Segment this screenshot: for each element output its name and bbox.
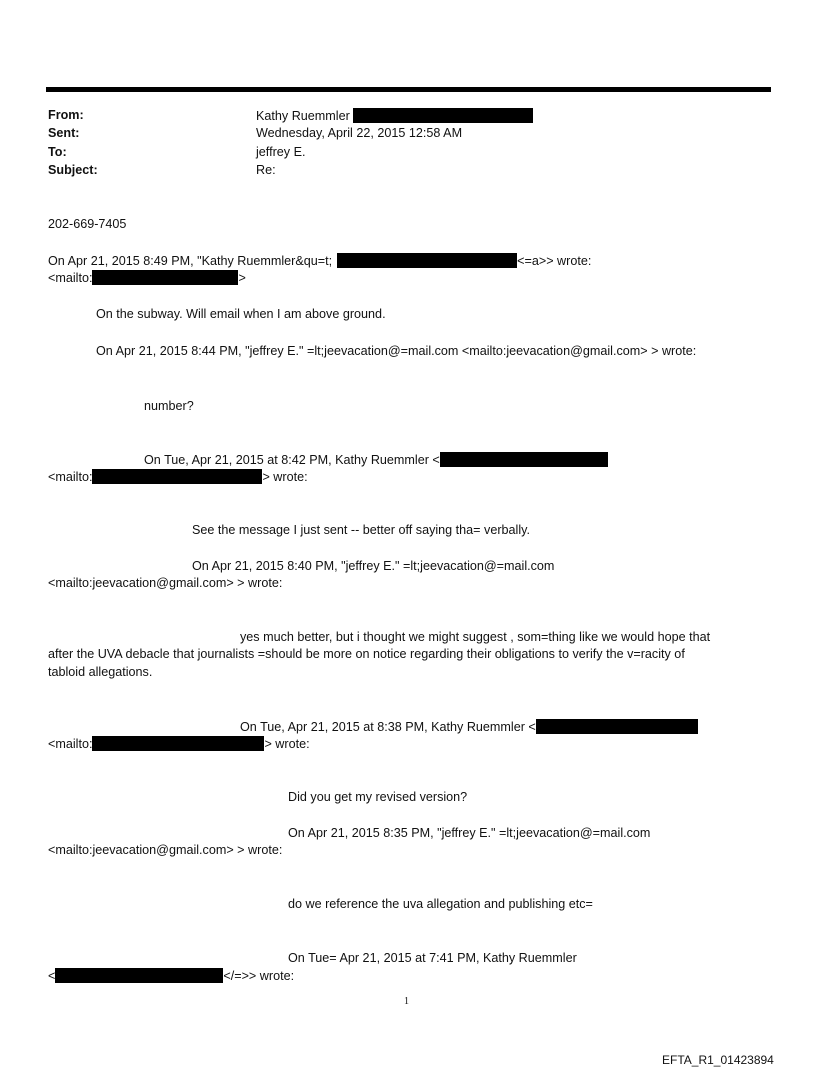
message-uva-reference: do we reference the uva allegation and publishing etc= [288, 897, 593, 911]
message-number: number? [144, 399, 194, 413]
quote-line-5-text: On Tue, Apr 21, 2015 at 8:42 PM, Kathy Ruemmler < [144, 453, 440, 467]
message-suggestion-3: tabloid allegations. [48, 665, 153, 679]
mailto-suffix: > [238, 271, 246, 285]
quote-line-5 [144, 452, 608, 468]
subject-label: Subject: [48, 163, 98, 177]
from-label: From: [48, 108, 84, 122]
redaction-block [92, 270, 238, 285]
quote-line-1-text: On Apr 21, 2015 8:49 PM, "Kathy Ruemmler&qu=t; [48, 254, 333, 268]
address-suffix: </=>> wrote: [223, 969, 295, 983]
redaction-block [55, 968, 223, 983]
message-suggestion-2: after the UVA debacle that journalists =should be more on notice regarding their obligations to verify the v=racity of [48, 647, 685, 661]
to-value: jeffrey E. [256, 145, 306, 159]
quote-line-11: On Apr 21, 2015 8:35 PM, "jeffrey E." =lt;jeevacation@=mail.com [288, 826, 651, 840]
page-number: 1 [404, 996, 409, 1007]
reply-subway: On the subway. Will email when I am above ground. [96, 307, 386, 321]
quote-line-13: On Tue= Apr 21, 2015 at 7:41 PM, Kathy Ruemmler [288, 951, 577, 965]
quote-line-1-mailto [48, 270, 246, 286]
message-suggestion-1: yes much better, but i thought we might suggest , som=thing like we would hope that [240, 630, 711, 644]
redaction-block [92, 469, 262, 484]
quote-line-9-mailto [48, 736, 310, 752]
redaction-block [337, 253, 517, 268]
quote-line-7-mailto: <mailto:jeevacation@gmail.com> > wrote: [48, 576, 283, 590]
mailto-suffix: > wrote: [262, 470, 308, 484]
quote-line-7: On Apr 21, 2015 8:40 PM, "jeffrey E." =lt;jeevacation@=mail.com [192, 559, 555, 573]
message-revised-version: Did you get my revised version? [288, 790, 468, 804]
quote-line-1-tail: <=a>> wrote: [517, 254, 592, 268]
message-see-message: See the message I just sent -- better off saying tha= verbally. [192, 523, 530, 537]
document-id: EFTA_R1_01423894 [662, 1053, 774, 1067]
quote-line-13-address [48, 968, 294, 984]
address-prefix: < [48, 969, 56, 983]
sent-label: Sent: [48, 126, 80, 140]
from-name: Kathy Ruemmler [256, 109, 350, 123]
quote-line-9-text: On Tue, Apr 21, 2015 at 8:38 PM, Kathy Ruemmler < [240, 720, 536, 734]
quote-line-5-mailto [48, 469, 308, 485]
header-divider [46, 87, 771, 92]
quote-line-11-mailto: <mailto:jeevacation@gmail.com> > wrote: [48, 843, 283, 857]
redaction-block [440, 452, 608, 467]
from-value [256, 108, 533, 124]
redaction-block [536, 719, 698, 734]
subject-value: Re: [256, 163, 276, 177]
quote-line-3: On Apr 21, 2015 8:44 PM, "jeffrey E." =lt;jeevacation@=mail.com <mailto:jeevacation@gmail.com> > wrote: [96, 344, 697, 358]
sent-value: Wednesday, April 22, 2015 12:58 AM [256, 126, 463, 140]
mailto-prefix: <mailto: [48, 271, 93, 285]
phone-number: 202-669-7405 [48, 217, 127, 231]
redaction-block [92, 736, 264, 751]
to-label: To: [48, 145, 67, 159]
mailto-prefix: <mailto: [48, 737, 93, 751]
quote-line-9 [240, 719, 698, 735]
redaction-block [353, 108, 533, 123]
mailto-prefix: <mailto: [48, 470, 93, 484]
quote-line-1 [48, 253, 591, 269]
mailto-suffix: > wrote: [264, 737, 310, 751]
